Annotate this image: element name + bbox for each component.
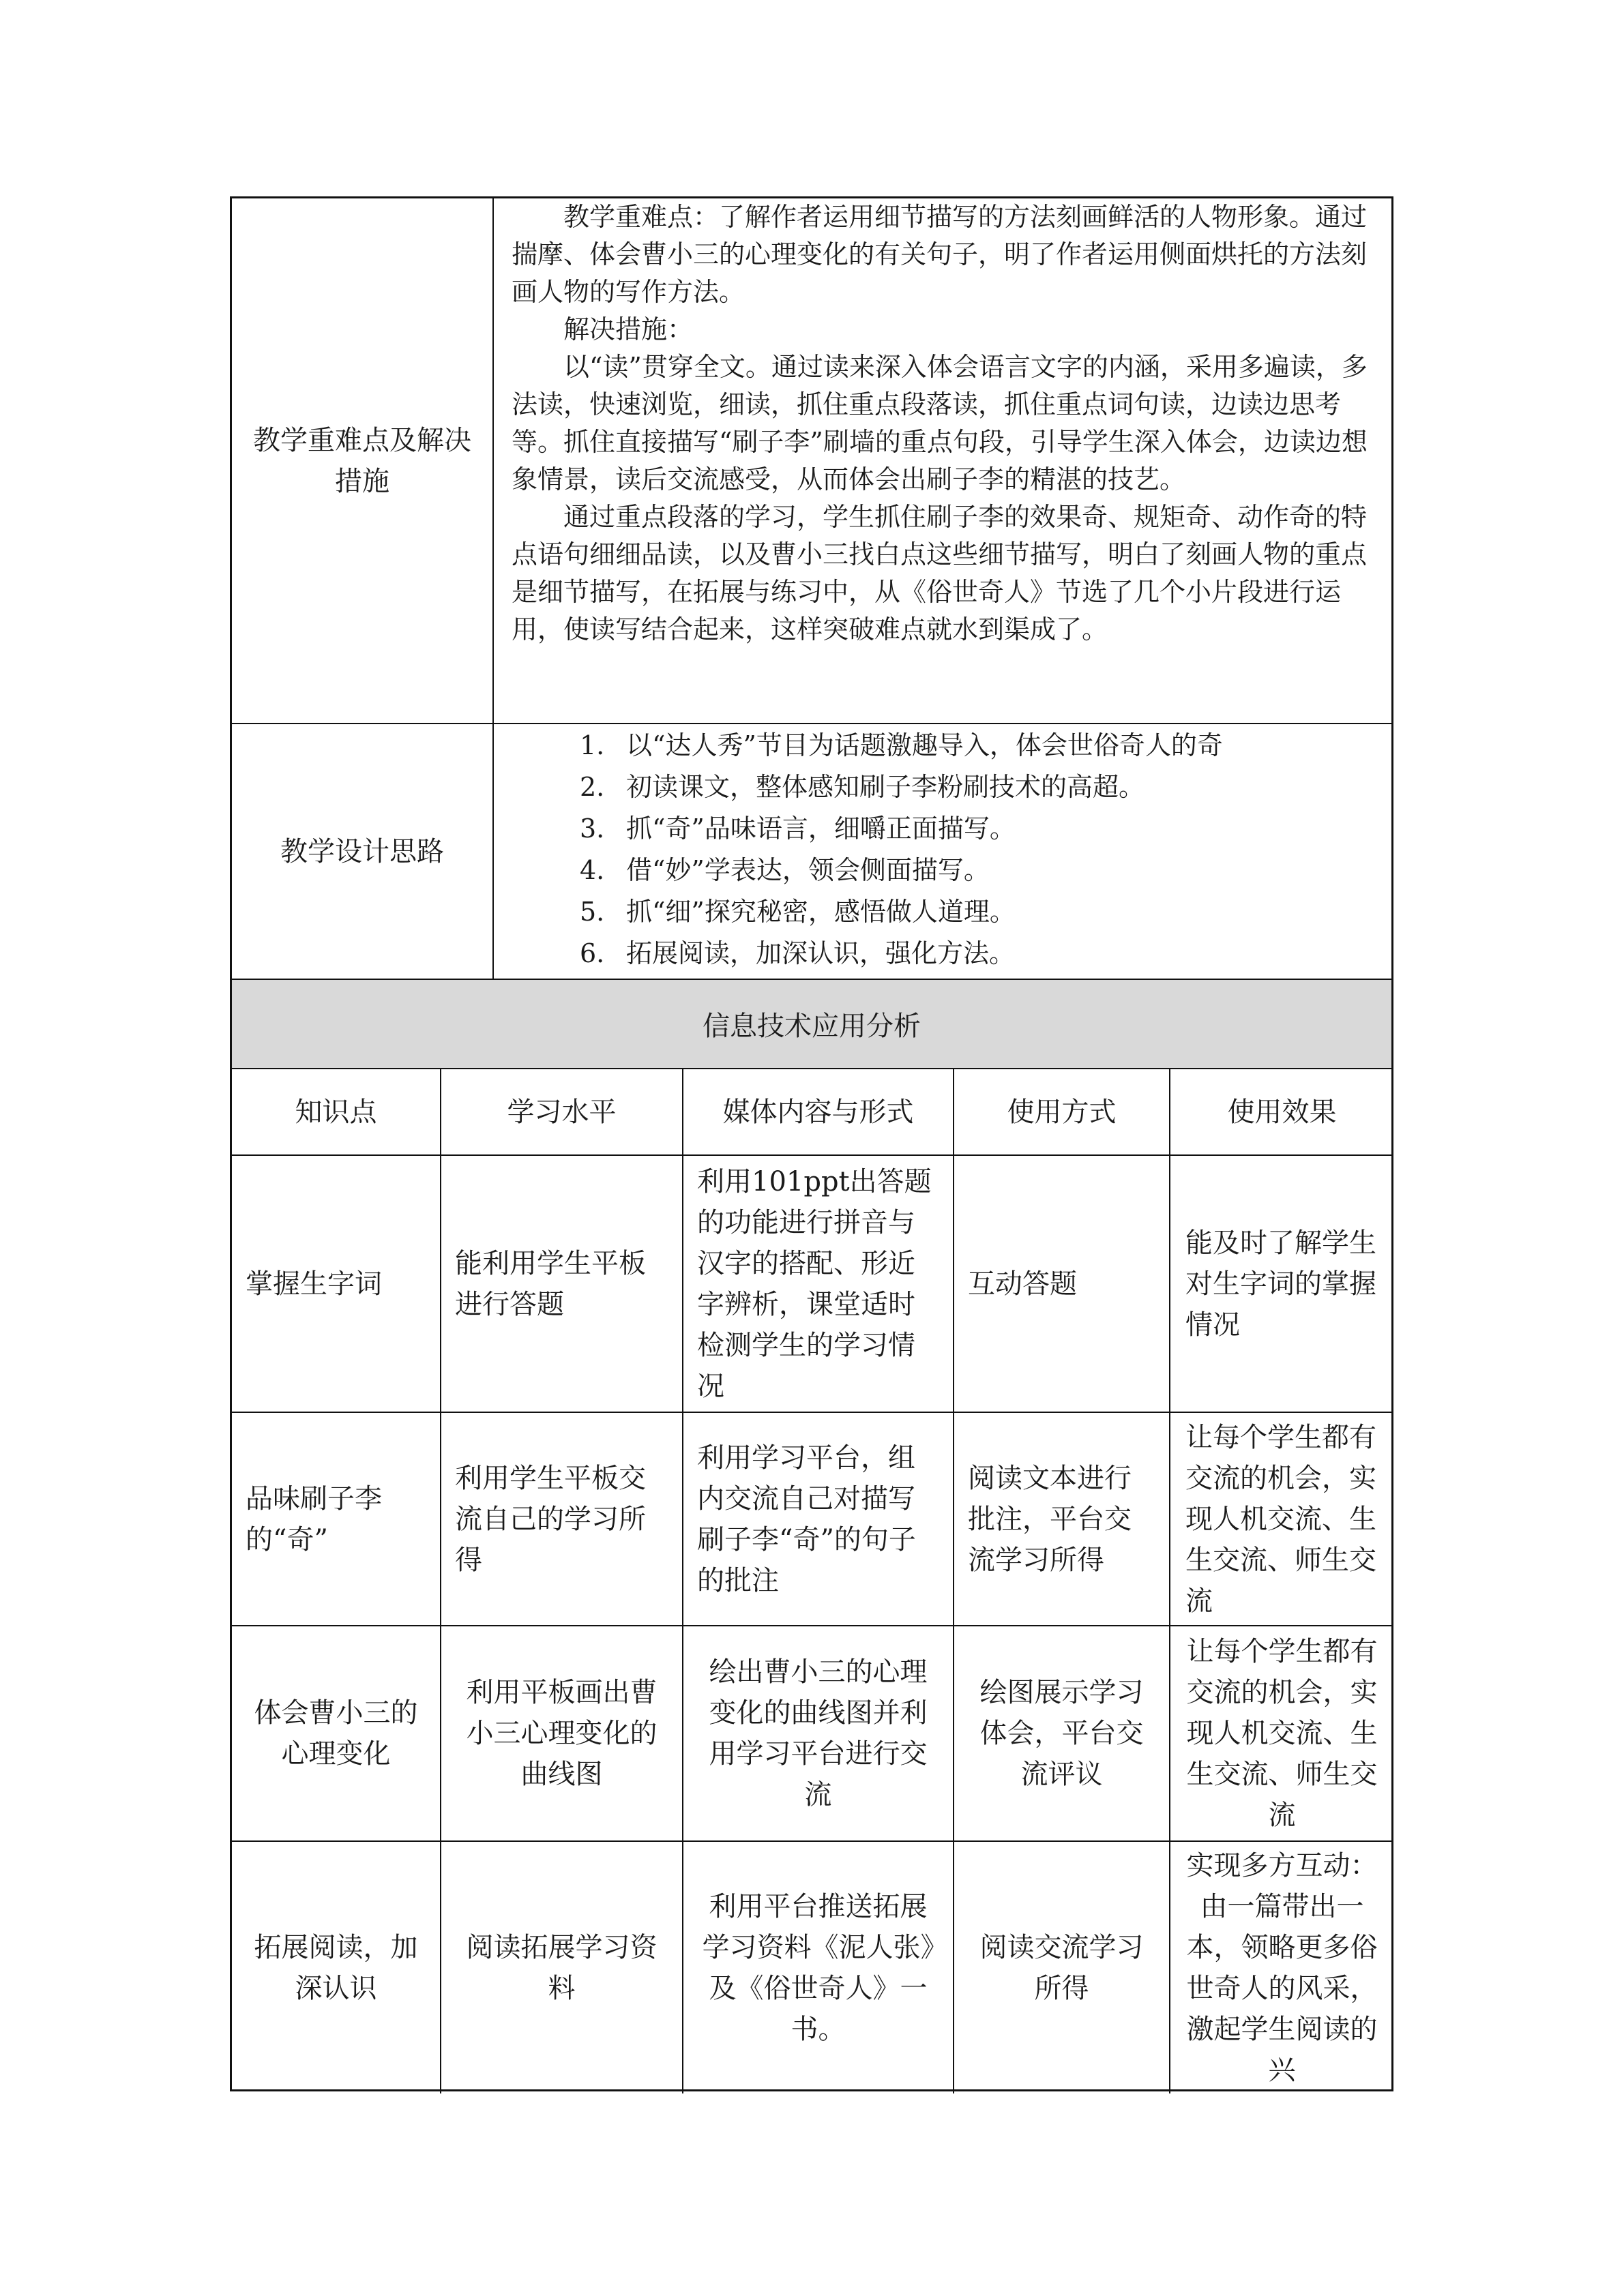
design-steps-list xyxy=(580,725,1393,974)
knowledge-cell: 体会曹小三的心理变化 xyxy=(232,1626,441,1840)
effect-cell: 能及时了解学生对生字词的掌握情况 xyxy=(1185,1227,1376,1341)
method-cell: 绘图展示学习体会，平台交流评议 xyxy=(954,1626,1170,1840)
table-row xyxy=(232,1842,1391,2093)
knowledge-cell: 品味刷子李的“奇” xyxy=(232,1413,441,1625)
effect-cell: 让每个学生都有交流的机会，实现人机交流、生生交流、师生交流 xyxy=(1186,1636,1378,1831)
design-label: 教学设计思路 xyxy=(280,835,444,867)
design-label-cell xyxy=(232,724,494,979)
list-item: 4. 借“妙”学表达，领会侧面描写。 xyxy=(580,855,990,885)
header-method: 使用方式 xyxy=(954,1069,1170,1154)
media-cell: 利用平台推送拓展学习资料《泥人张》及《俗世奇人》一书。 xyxy=(683,1842,954,2093)
design-row xyxy=(232,724,1391,980)
effect-cell: 让每个学生都有交流的机会，实现人机交流、生生交流、师生交流 xyxy=(1185,1421,1376,1617)
lesson-plan-table xyxy=(230,196,1393,2091)
table-row xyxy=(232,1626,1391,1842)
list-item: 5. 抓“细”探究秘密，感悟做人道理。 xyxy=(580,897,1016,927)
header-level: 学习水平 xyxy=(441,1069,683,1154)
list-item: 1. 以“达人秀”节目为话题激趣导入，体会世俗奇人的奇 xyxy=(580,730,1223,760)
table-header-row xyxy=(232,1069,1391,1156)
measures-paragraph: 通过重点段落的学习，学生抓住刷子李的效果奇、规矩奇、动作奇的特点语句细细品读，以及曹小三找白点这些细节描写，明白了刻画人物的重点是细节描写，在拓展与练习中，从《俗世奇人》节选了几个小片段进行运用，使读写结合起来，这样突破难点就水到渠成了。 xyxy=(512,502,1368,644)
method-cell: 阅读文本进行批注，平台交流学习所得 xyxy=(954,1413,1170,1625)
method-cell: 阅读交流学习所得 xyxy=(954,1842,1170,2093)
level-cell: 利用平板画出曹小三心理变化的曲线图 xyxy=(441,1626,683,1840)
method-cell: 互动答题 xyxy=(954,1156,1170,1412)
measures-paragraph: 以“读”贯穿全文。通过读来深入体会语言文字的内涵，采用多遍读，多法读，快速浏览，细读，抓住重点段落读，抓住重点词句读，边读边思考等。抓住直接描写“刷子李”刷墙的重点句段，引导学生深入体会，边读边想象情景，读后交流感受，从而体会出刷子李的精湛的技艺。 xyxy=(512,352,1368,494)
media-cell: 利用学习平台，组内交流自己对描写刷子李“奇”的句子的批注 xyxy=(683,1413,954,1625)
difficulty-paragraph: 教学重难点：了解作者运用细节描写的方法刻画鲜活的人物形象。通过揣摩、体会曹小三的心理变化的有关句子，明了作者运用侧面烘托的方法刻画人物的写作方法。 xyxy=(512,202,1368,307)
knowledge-cell: 掌握生字词 xyxy=(232,1156,441,1412)
header-media: 媒体内容与形式 xyxy=(683,1069,954,1154)
table-row xyxy=(232,1413,1391,1626)
header-knowledge: 知识点 xyxy=(232,1069,441,1154)
knowledge-cell: 拓展阅读，加深认识 xyxy=(232,1842,441,2093)
effect-cell: 实现多方互动：由一篇带出一本，领略更多俗世奇人的风采，激起学生阅读的兴 xyxy=(1186,1849,1378,2086)
list-item: 2. 初读课文，整体感知刷子李粉刷技术的高超。 xyxy=(580,772,1145,802)
header-effect: 使用效果 xyxy=(1227,1096,1337,1128)
it-analysis-header xyxy=(232,980,1391,1069)
it-analysis-title: 信息技术应用分析 xyxy=(703,1011,921,1042)
measures-heading: 解决措施： xyxy=(563,314,694,344)
table-row xyxy=(232,1156,1391,1413)
difficulty-label: 教学重难点及解决措施 xyxy=(253,424,471,497)
design-content-cell xyxy=(494,724,1393,979)
difficulty-content-cell xyxy=(494,198,1393,723)
media-cell: 绘出曹小三的心理变化的曲线图并利用学习平台进行交流 xyxy=(683,1626,954,1840)
difficulty-label-cell xyxy=(232,198,494,723)
list-item: 6. 拓展阅读，加深认识，强化方法。 xyxy=(580,938,1016,968)
list-item: 3. 抓“奇”品味语言，细嚼正面描写。 xyxy=(580,814,1016,844)
media-cell: 利用101ppt出答题的功能进行拼音与汉字的搭配、形近字辨析，课堂适时检测学生的学习情况 xyxy=(683,1156,954,1412)
level-cell: 利用学生平板交流自己的学习所得 xyxy=(441,1413,683,1625)
level-cell: 阅读拓展学习资料 xyxy=(441,1842,683,2093)
level-cell: 能利用学生平板进行答题 xyxy=(441,1156,683,1412)
difficulty-row xyxy=(232,198,1391,724)
